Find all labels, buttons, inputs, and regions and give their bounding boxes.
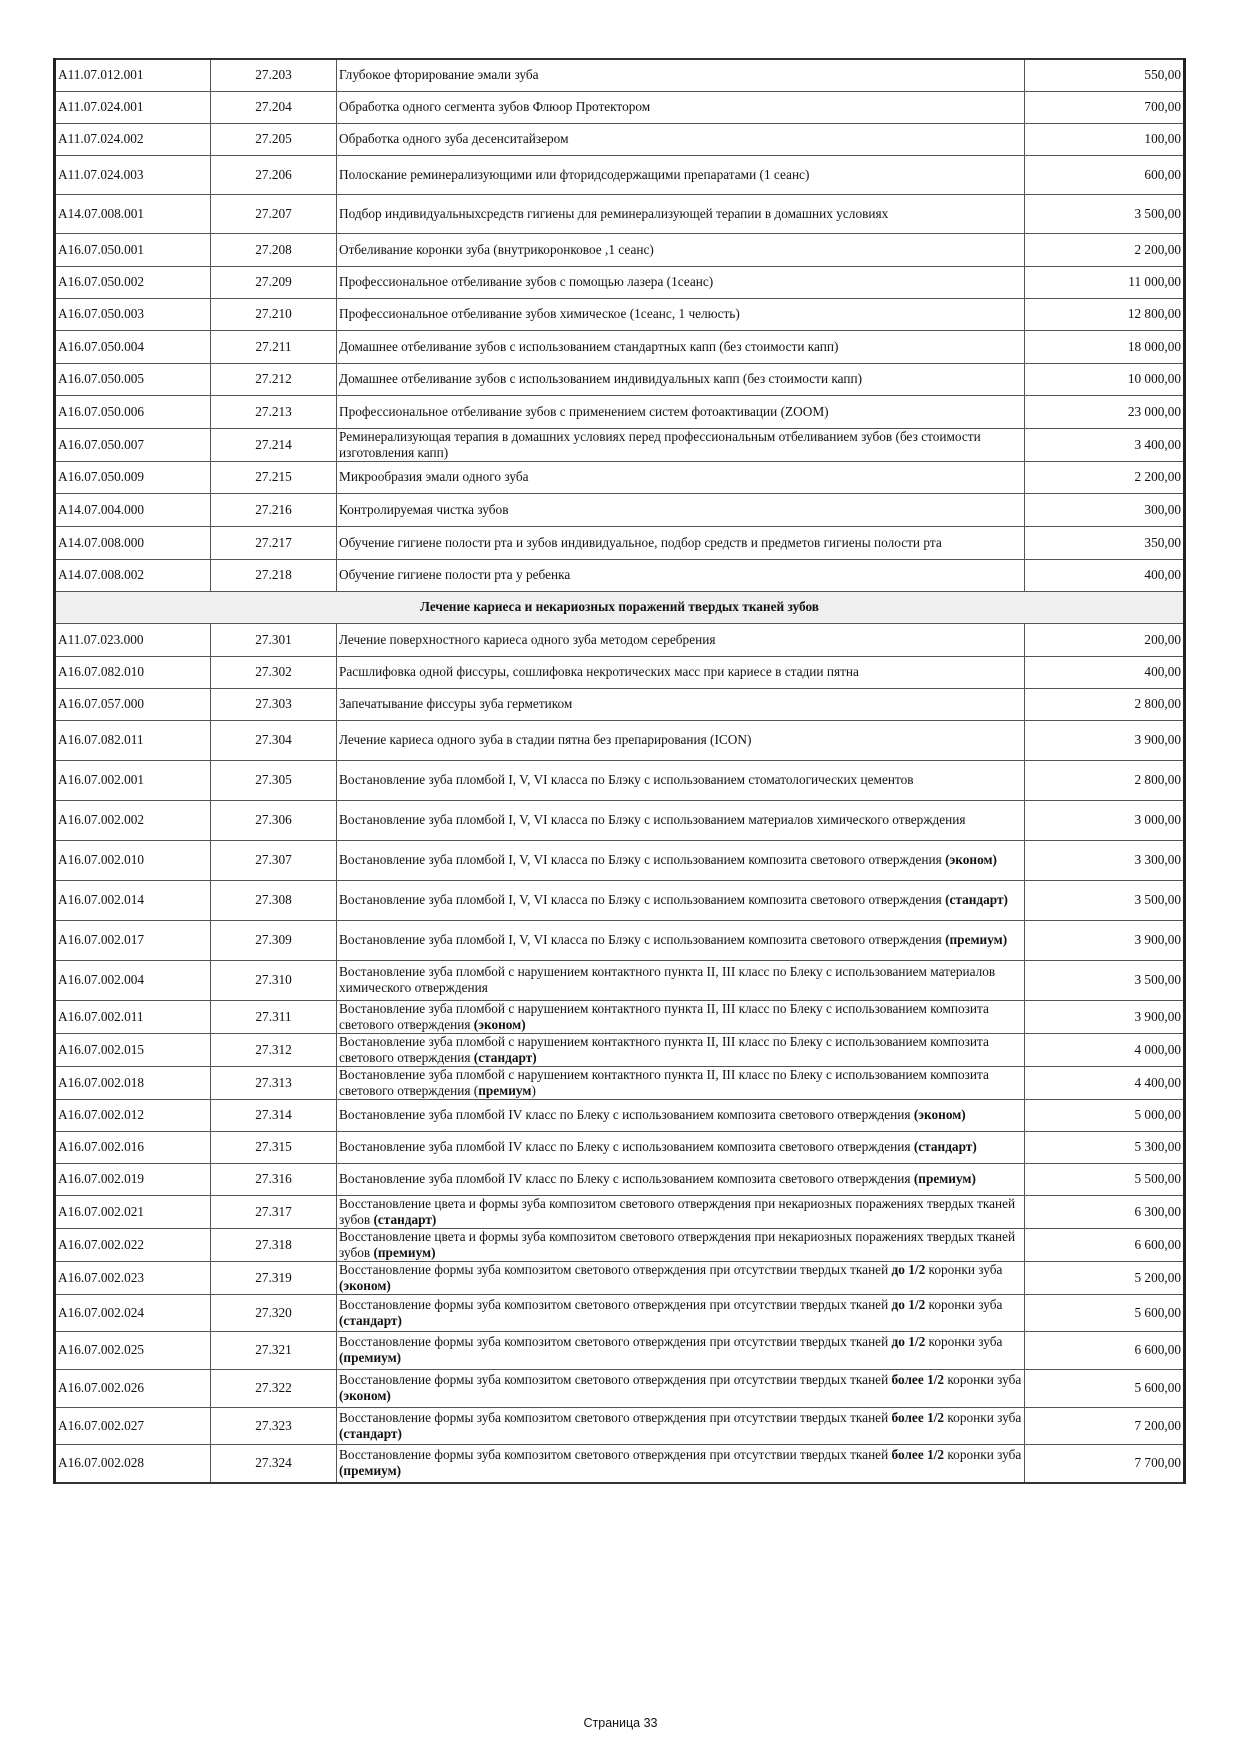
description-text: Расшлифовка одной фиссуры, сошлифовка некротических масс при кариесе в стадии пятна	[339, 664, 859, 679]
description-text: Восстановление формы зуба композитом светового отверждения при отсутствии твердых тканей	[339, 1372, 892, 1387]
item-number: 27.213	[211, 395, 337, 428]
description-tier: (премиум)	[339, 1463, 402, 1479]
table-row	[55, 960, 1185, 1000]
service-code: A16.07.002.014	[55, 880, 211, 920]
service-description	[337, 1261, 1025, 1294]
table-row	[55, 623, 1185, 656]
description-text: Восстановление формы зуба композитом светового отверждения при отсутствии твердых тканей	[339, 1261, 892, 1277]
service-description	[337, 1195, 1025, 1228]
item-number: 27.218	[211, 559, 337, 591]
service-description	[337, 1331, 1025, 1369]
service-code: A16.07.002.021	[55, 1195, 211, 1228]
service-code: A11.07.012.001	[55, 59, 211, 91]
item-number: 27.321	[211, 1331, 337, 1369]
item-number: 27.310	[211, 960, 337, 1000]
service-code: A16.07.002.004	[55, 960, 211, 1000]
section-header-row	[55, 591, 1185, 623]
service-description	[337, 1066, 1025, 1099]
description-tail: коронки зуба	[925, 1296, 1003, 1312]
service-price: 6 600,00	[1025, 1331, 1185, 1369]
service-price: 23 000,00	[1025, 395, 1185, 428]
description-text: Микрообразия эмали одного зуба	[339, 469, 529, 484]
description-text: Обработка одного сегмента зубов Флюор Протектором	[339, 99, 651, 114]
page-number: Страница 33	[583, 1716, 658, 1730]
service-description	[337, 395, 1025, 428]
item-number: 27.306	[211, 800, 337, 840]
service-code: A16.07.002.022	[55, 1228, 211, 1261]
service-price: 12 800,00	[1025, 298, 1185, 330]
item-number: 27.319	[211, 1261, 337, 1294]
service-price: 300,00	[1025, 493, 1185, 526]
item-number: 27.318	[211, 1228, 337, 1261]
table-row	[55, 760, 1185, 800]
service-code: A16.07.002.019	[55, 1163, 211, 1195]
description-tier: (премиум)	[339, 1350, 402, 1365]
description-text: Обучение гигиене полости рта у ребенка	[339, 567, 571, 582]
description-tail: коронки зуба	[925, 1334, 1003, 1349]
service-price: 200,00	[1025, 623, 1185, 656]
table-row	[55, 395, 1185, 428]
description-emphasis: (премиум)	[945, 932, 1008, 947]
service-code: A14.07.008.001	[55, 194, 211, 233]
description-text: Профессиональное отбеливание зубов химическое (1сеанс, 1 челюсть)	[339, 306, 740, 321]
table-row	[55, 233, 1185, 266]
service-code: A16.07.002.015	[55, 1033, 211, 1066]
item-number: 27.317	[211, 1195, 337, 1228]
description-text: Восстановление формы зуба композитом светового отверждения при отсутствии твердых тканей	[339, 1296, 892, 1312]
service-description	[337, 1444, 1025, 1483]
table-row	[55, 920, 1185, 960]
table-row	[55, 59, 1185, 91]
table-row	[55, 1294, 1185, 1331]
item-number: 27.210	[211, 298, 337, 330]
price-table-body-preventive	[55, 59, 1185, 591]
service-price: 350,00	[1025, 526, 1185, 559]
service-description	[337, 194, 1025, 233]
service-code: A16.07.002.010	[55, 840, 211, 880]
table-row	[55, 720, 1185, 760]
table-row	[55, 1066, 1185, 1099]
section-title: Лечение кариеса и некариозных поражений твердых тканей зубов	[55, 591, 1185, 623]
service-price: 5 200,00	[1025, 1261, 1185, 1294]
item-number: 27.212	[211, 363, 337, 395]
table-row	[55, 123, 1185, 155]
description-tail: коронки зуба	[944, 1372, 1022, 1387]
service-code: A16.07.002.027	[55, 1407, 211, 1444]
item-number: 27.324	[211, 1444, 337, 1483]
table-row	[55, 1033, 1185, 1066]
service-price: 11 000,00	[1025, 266, 1185, 298]
service-price: 3 500,00	[1025, 960, 1185, 1000]
description-text: Востановление зуба пломбой I, V, VI класса по Блэку с использованием композита светового отверждения	[339, 932, 946, 947]
item-number: 27.207	[211, 194, 337, 233]
description-emphasis: (стандарт)	[945, 892, 1008, 907]
service-code: A16.07.050.002	[55, 266, 211, 298]
item-number: 27.214	[211, 428, 337, 461]
service-code: A11.07.024.003	[55, 155, 211, 194]
item-number: 27.301	[211, 623, 337, 656]
service-price: 10 000,00	[1025, 363, 1185, 395]
service-code: A16.07.002.001	[55, 760, 211, 800]
service-code: A16.07.002.012	[55, 1099, 211, 1131]
description-text: Восстановление формы зуба композитом светового отверждения при отсутствии твердых тканей	[339, 1447, 892, 1463]
service-price: 100,00	[1025, 123, 1185, 155]
item-number: 27.323	[211, 1407, 337, 1444]
description-text: Восстановление формы зуба композитом светового отверждения при отсутствии твердых тканей	[339, 1409, 892, 1425]
table-row	[55, 840, 1185, 880]
description-emphasis: более 1/2	[891, 1372, 945, 1387]
service-price: 3 900,00	[1025, 720, 1185, 760]
description-tail: )	[531, 1082, 536, 1098]
service-description	[337, 760, 1025, 800]
service-code: A16.07.082.011	[55, 720, 211, 760]
service-code: A16.07.002.002	[55, 800, 211, 840]
item-number: 27.320	[211, 1294, 337, 1331]
service-description	[337, 880, 1025, 920]
service-code: A11.07.023.000	[55, 623, 211, 656]
item-number: 27.215	[211, 461, 337, 493]
item-number: 27.308	[211, 880, 337, 920]
description-emphasis: до 1/2	[891, 1334, 926, 1349]
description-emphasis: премиум	[478, 1082, 532, 1098]
service-description	[337, 1294, 1025, 1331]
item-number: 27.302	[211, 656, 337, 688]
table-row	[55, 194, 1185, 233]
item-number: 27.315	[211, 1131, 337, 1163]
service-code: A16.07.050.006	[55, 395, 211, 428]
table-row	[55, 363, 1185, 395]
item-number: 27.313	[211, 1066, 337, 1099]
service-code: A16.07.002.018	[55, 1066, 211, 1099]
service-description	[337, 363, 1025, 395]
table-row	[55, 1131, 1185, 1163]
service-price: 700,00	[1025, 91, 1185, 123]
service-price: 7 200,00	[1025, 1407, 1185, 1444]
service-code: A16.07.002.028	[55, 1444, 211, 1483]
service-price: 2 800,00	[1025, 688, 1185, 720]
description-tail: коронки зуба	[944, 1447, 1022, 1463]
service-description	[337, 720, 1025, 760]
service-description	[337, 840, 1025, 880]
description-text: Глубокое фторирование эмали зуба	[339, 67, 539, 83]
description-emphasis: (эконом)	[913, 1107, 966, 1122]
description-emphasis: (эконом)	[473, 1016, 526, 1032]
table-row	[55, 656, 1185, 688]
service-price: 3 500,00	[1025, 880, 1185, 920]
item-number: 27.204	[211, 91, 337, 123]
service-description	[337, 1033, 1025, 1066]
item-number: 27.209	[211, 266, 337, 298]
description-text: Лечение кариеса одного зуба в стадии пятна без препарирования (ICON)	[339, 732, 752, 747]
service-code: A16.07.050.004	[55, 330, 211, 363]
price-table	[53, 58, 1186, 1484]
description-text: Лечение поверхностного кариеса одного зуба методом серебрения	[339, 631, 716, 647]
table-row	[55, 155, 1185, 194]
description-emphasis: до 1/2	[891, 1261, 926, 1277]
service-description	[337, 1099, 1025, 1131]
service-code: A16.07.050.009	[55, 461, 211, 493]
service-price: 400,00	[1025, 656, 1185, 688]
item-number: 27.311	[211, 1000, 337, 1033]
item-number: 27.206	[211, 155, 337, 194]
table-row	[55, 1195, 1185, 1228]
description-text: Контролируемая чистка зубов	[339, 501, 509, 517]
description-text: Востановление зуба пломбой с нарушением контактного пункта II, III класс по Блеку с использованием композита светового отверждения	[339, 1000, 989, 1032]
service-code: A16.07.002.016	[55, 1131, 211, 1163]
service-description	[337, 298, 1025, 330]
item-number: 27.217	[211, 526, 337, 559]
item-number: 27.208	[211, 233, 337, 266]
service-code: A16.07.002.024	[55, 1294, 211, 1331]
service-price: 18 000,00	[1025, 330, 1185, 363]
service-price: 4 000,00	[1025, 1033, 1185, 1066]
service-price: 400,00	[1025, 559, 1185, 591]
description-text: Восстановление цвета и формы зуба композитом светового отверждения при некариозных поражениях твердых тканей зубов	[339, 1228, 1016, 1260]
section-header-group	[55, 591, 1185, 623]
description-text: Востановление зуба пломбой I, V, VI класса по Блэку с использованием композита светового отверждения	[339, 892, 946, 907]
description-tail: коронки зуба	[944, 1409, 1022, 1425]
description-emphasis: (стандарт)	[373, 1211, 437, 1227]
service-price: 2 200,00	[1025, 233, 1185, 266]
description-text: Полоскание реминерализующими или фторидсодержащими препаратами (1 сеанс)	[339, 166, 810, 182]
item-number: 27.307	[211, 840, 337, 880]
service-description	[337, 623, 1025, 656]
description-text: Востановление зуба пломбой IV класс по Блеку с использованием композита светового отверждения	[339, 1171, 914, 1186]
service-code: A11.07.024.002	[55, 123, 211, 155]
item-number: 27.312	[211, 1033, 337, 1066]
item-number: 27.216	[211, 493, 337, 526]
service-price: 3 500,00	[1025, 194, 1185, 233]
service-price: 3 400,00	[1025, 428, 1185, 461]
service-code: A16.07.082.010	[55, 656, 211, 688]
item-number: 27.316	[211, 1163, 337, 1195]
description-text: Восстановление цвета и формы зуба композитом светового отверждения при некариозных поражениях твердых тканей зубов	[339, 1195, 1016, 1227]
description-tier: (эконом)	[339, 1388, 391, 1403]
service-description	[337, 330, 1025, 363]
description-text: Профессиональное отбеливание зубов с помощью лазера (1сеанс)	[339, 274, 714, 289]
service-description	[337, 1369, 1025, 1407]
description-text: Востановление зуба пломбой IV класс по Блеку с использованием композита светового отверждения	[339, 1107, 914, 1122]
service-price: 3 900,00	[1025, 920, 1185, 960]
description-text: Отбеливание коронки зуба (внутрикоронковое ,1 сеанс)	[339, 241, 654, 257]
table-row	[55, 880, 1185, 920]
description-emphasis: (эконом)	[945, 852, 997, 867]
service-price: 5 000,00	[1025, 1099, 1185, 1131]
service-description	[337, 59, 1025, 91]
service-price: 6 300,00	[1025, 1195, 1185, 1228]
service-description	[337, 155, 1025, 194]
item-number: 27.304	[211, 720, 337, 760]
description-tier: (стандарт)	[339, 1425, 402, 1441]
table-row	[55, 1369, 1185, 1407]
service-price: 6 600,00	[1025, 1228, 1185, 1261]
service-price: 3 300,00	[1025, 840, 1185, 880]
table-row	[55, 526, 1185, 559]
service-price: 2 800,00	[1025, 760, 1185, 800]
service-description	[337, 266, 1025, 298]
table-row	[55, 1163, 1185, 1195]
description-text: Востановление зуба пломбой IV класс по Блеку с использованием композита светового отверждения	[339, 1139, 914, 1154]
description-text: Профессиональное отбеливание зубов с применением систем фотоактивации (ZOOM)	[339, 403, 829, 419]
description-emphasis: (стандарт)	[913, 1139, 977, 1154]
service-description	[337, 493, 1025, 526]
item-number: 27.211	[211, 330, 337, 363]
service-code: A16.07.050.003	[55, 298, 211, 330]
service-code: A16.07.057.000	[55, 688, 211, 720]
service-price: 5 600,00	[1025, 1294, 1185, 1331]
description-text: Востановление зуба пломбой I, V, VI класса по Блэку с использованием материалов химического отверждения	[339, 812, 966, 827]
service-price: 600,00	[1025, 155, 1185, 194]
service-price: 5 600,00	[1025, 1369, 1185, 1407]
service-description	[337, 1407, 1025, 1444]
description-tier: (стандарт)	[339, 1312, 402, 1328]
table-row	[55, 428, 1185, 461]
description-emphasis: более 1/2	[891, 1447, 945, 1463]
description-text: Востановление зуба пломбой I, V, VI класса по Блэку с использованием стоматологических цементов	[339, 772, 914, 787]
description-text: Востановление зуба пломбой с нарушением контактного пункта II, III класс по Блеку с использованием материалов химического отверждения	[339, 964, 996, 995]
service-description	[337, 1163, 1025, 1195]
service-price: 2 200,00	[1025, 461, 1185, 493]
description-text: Домашнее отбеливание зубов с использованием индивидуальных капп (без стоимости капп)	[339, 371, 863, 386]
service-description	[337, 526, 1025, 559]
service-price: 7 700,00	[1025, 1444, 1185, 1483]
service-description	[337, 656, 1025, 688]
table-row	[55, 1228, 1185, 1261]
table-row	[55, 298, 1185, 330]
service-code: A16.07.002.011	[55, 1000, 211, 1033]
service-description	[337, 1000, 1025, 1033]
description-text: Домашнее отбеливание зубов с использованием стандартных капп (без стоимости капп)	[339, 338, 839, 354]
service-code: A11.07.024.001	[55, 91, 211, 123]
description-text: Восстановление формы зуба композитом светового отверждения при отсутствии твердых тканей	[339, 1334, 892, 1349]
service-code: A16.07.002.025	[55, 1331, 211, 1369]
service-description	[337, 800, 1025, 840]
table-row	[55, 800, 1185, 840]
service-description	[337, 233, 1025, 266]
table-row	[55, 1407, 1185, 1444]
price-table-body-caries	[55, 623, 1185, 1483]
table-row	[55, 461, 1185, 493]
description-text: Подбор индивидуальныхсредств гигиены для реминерализующей терапии в домашних условиях	[339, 205, 889, 221]
table-row	[55, 1444, 1185, 1483]
table-row	[55, 1261, 1185, 1294]
service-description	[337, 559, 1025, 591]
item-number: 27.314	[211, 1099, 337, 1131]
service-code: A14.07.008.000	[55, 526, 211, 559]
description-tail: коронки зуба	[925, 1261, 1003, 1277]
service-code: A14.07.004.000	[55, 493, 211, 526]
table-row	[55, 1099, 1185, 1131]
table-row	[55, 330, 1185, 363]
table-row	[55, 493, 1185, 526]
service-description	[337, 1228, 1025, 1261]
service-code: A16.07.050.005	[55, 363, 211, 395]
service-description	[337, 688, 1025, 720]
table-row	[55, 91, 1185, 123]
service-code: A14.07.008.002	[55, 559, 211, 591]
service-description	[337, 91, 1025, 123]
description-emphasis: до 1/2	[891, 1296, 926, 1312]
description-text: Востановление зуба пломбой с нарушением контактного пункта II, III класс по Блеку с использованием композита светового отверждения (	[339, 1066, 989, 1098]
table-row	[55, 1331, 1185, 1369]
table-row	[55, 559, 1185, 591]
description-emphasis: (премиум)	[373, 1244, 436, 1260]
service-description	[337, 461, 1025, 493]
service-price: 3 900,00	[1025, 1000, 1185, 1033]
item-number: 27.322	[211, 1369, 337, 1407]
description-text: Обработка одного зуба десенситайзером	[339, 131, 569, 146]
description-emphasis: (стандарт)	[473, 1049, 537, 1065]
service-code: A16.07.050.007	[55, 428, 211, 461]
item-number: 27.309	[211, 920, 337, 960]
description-text: Востановление зуба пломбой I, V, VI класса по Блэку с использованием композита светового отверждения	[339, 852, 946, 867]
service-description	[337, 428, 1025, 461]
service-code: A16.07.002.026	[55, 1369, 211, 1407]
item-number: 27.205	[211, 123, 337, 155]
service-code: A16.07.050.001	[55, 233, 211, 266]
item-number: 27.203	[211, 59, 337, 91]
service-description	[337, 1131, 1025, 1163]
service-price: 5 500,00	[1025, 1163, 1185, 1195]
description-tier: (эконом)	[339, 1277, 391, 1293]
description-text: Обучение гигиене полости рта и зубов индивидуальное, подбор средств и предметов гигиены полости рта	[339, 534, 942, 550]
description-emphasis: (премиум)	[913, 1171, 976, 1186]
description-text: Реминерализующая терапия в домашних условиях перед профессиональным отбеливанием зубов (без стоимости изготовления капп)	[339, 428, 981, 460]
item-number: 27.305	[211, 760, 337, 800]
service-price: 5 300,00	[1025, 1131, 1185, 1163]
service-description	[337, 920, 1025, 960]
table-row	[55, 688, 1185, 720]
description-text: Запечатывание фиссуры зуба герметиком	[339, 696, 573, 711]
service-price: 3 000,00	[1025, 800, 1185, 840]
service-price: 550,00	[1025, 59, 1185, 91]
description-text: Востановление зуба пломбой с нарушением контактного пункта II, III класс по Блеку с использованием композита светового отверждения	[339, 1033, 989, 1065]
table-row	[55, 1000, 1185, 1033]
service-code: A16.07.002.017	[55, 920, 211, 960]
service-code: A16.07.002.023	[55, 1261, 211, 1294]
service-price: 4 400,00	[1025, 1066, 1185, 1099]
description-emphasis: более 1/2	[891, 1409, 945, 1425]
table-row	[55, 266, 1185, 298]
service-description	[337, 960, 1025, 1000]
service-description	[337, 123, 1025, 155]
price-list-sheet	[53, 58, 1186, 1484]
item-number: 27.303	[211, 688, 337, 720]
